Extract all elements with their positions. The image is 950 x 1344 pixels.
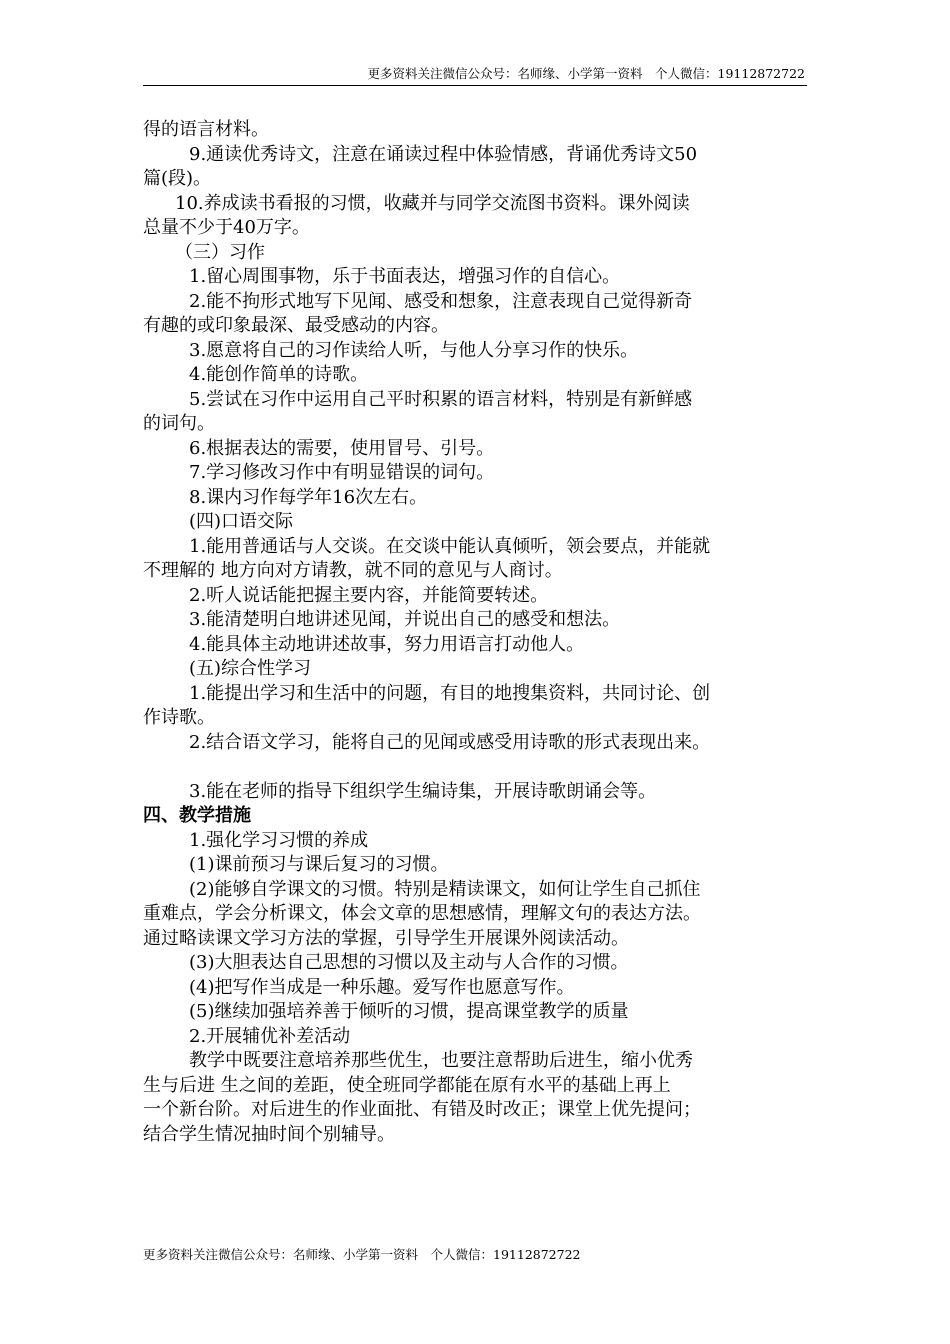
- header-divider: [143, 85, 807, 86]
- paragraph-line: 9.通读优秀诗文，注意在诵读过程中体验情感，背诵优秀诗文50: [189, 143, 698, 165]
- paragraph-line: 2.开展辅优补差活动: [189, 1025, 351, 1047]
- section-heading: （三）习作: [175, 241, 265, 263]
- paragraph-line: 不理解的 地方向对方请教，就不同的意见与人商讨。: [143, 560, 563, 581]
- paragraph-line: (5)继续加强培养善于倾听的习惯，提高课堂教学的质量: [189, 1001, 629, 1022]
- paragraph-line: 1.强化学习习惯的养成: [189, 829, 369, 851]
- paragraph-line: 作诗歌。: [143, 707, 215, 728]
- paragraph-line: 7.学习修改习作中有明显错误的词句。: [189, 462, 495, 483]
- paragraph-line: 生与后进 生之间的差距，使全班同学都能在原有水平的基础上再上: [143, 1074, 671, 1096]
- page-header: 更多资料关注微信公众号：名师缘、小学第一资料 个人微信：19112872722: [367, 66, 805, 81]
- paragraph-line: 1.留心周围事物，乐于书面表达，增强习作的自信心。: [189, 266, 621, 287]
- paragraph-line: 2.听人说话能把握主要内容，并能简要转述。: [189, 584, 549, 606]
- paragraph-line: 4.能创作简单的诗歌。: [189, 364, 369, 385]
- paragraph-line: 得的语言材料。: [143, 119, 269, 140]
- paragraph-line: 1.能用普通话与人交谈。在交谈中能认真倾听，领会要点，并能就: [189, 535, 711, 557]
- paragraph-line: 重难点，学会分析课文，体会文章的思想感情，理解文句的表达方法。: [143, 903, 701, 924]
- paragraph-line: 一个新台阶。对后进生的作业面批、有错及时改正；课堂上优先提问；: [143, 1099, 701, 1120]
- paragraph-line: 篇(段)。: [143, 168, 212, 189]
- paragraph-line: 通过略读课文学习方法的掌握，引导学生开展课外阅读活动。: [143, 927, 629, 949]
- paragraph-line: 2.结合语文学习，能将自己的见闻或感受用诗歌的形式表现出来。: [189, 731, 711, 753]
- paragraph-line: 教学中既要注意培养那些优生，也要注意帮助后进生，缩小优秀: [189, 1050, 693, 1071]
- paragraph-line: (4)把写作当成是一种乐趣。爱写作也愿意写作。: [189, 976, 575, 998]
- paragraph-line: 3.能在老师的指导下组织学生编诗集，开展诗歌朗诵会等。: [189, 780, 657, 802]
- paragraph-line: (1)课前预习与课后复习的习惯。: [189, 854, 449, 875]
- paragraph-line: 4.能具体主动地讲述故事，努力用语言打动他人。: [189, 633, 585, 655]
- paragraph-line: 总量不少于40万字。: [143, 217, 310, 238]
- section-heading: (五)综合性学习: [189, 658, 312, 679]
- paragraph-line: 1.能提出学习和生活中的问题，有目的地搜集资料，共同讨论、创: [189, 682, 711, 704]
- document-body: [143, 118, 813, 1147]
- paragraph-line: (2)能够自学课文的习惯。特别是精读课文，如何让学生自己抓住: [189, 878, 701, 900]
- paragraph-line: 的词句。: [143, 413, 215, 434]
- chapter-heading: 四、教学措施: [143, 805, 251, 826]
- paragraph-line: (3)大胆表达自己思想的习惯以及主动与人合作的习惯。: [189, 952, 629, 973]
- paragraph-line: 3.能清楚明白地讲述见闻，并说出自己的感受和想法。: [189, 609, 621, 630]
- paragraph-line: 3.愿意将自己的习作读给人听，与他人分享习作的快乐。: [189, 339, 639, 361]
- paragraph-line: 10.养成读书看报的习惯，收藏并与同学交流图书资料。课外阅读: [175, 192, 690, 214]
- paragraph-line: 6.根据表达的需要，使用冒号、引号。: [189, 437, 495, 459]
- paragraph-line: 2.能不拘形式地写下见闻、感受和想象，注意表现自己觉得新奇: [189, 290, 693, 312]
- paragraph-line: 8.课内习作每学年16次左右。: [189, 486, 428, 508]
- paragraph-line: 有趣的或印象最深、最受感动的内容。: [143, 315, 449, 336]
- paragraph-line: 5.尝试在习作中运用自己平时积累的语言材料，特别是有新鲜感: [189, 388, 693, 410]
- page-footer: 更多资料关注微信公众号：名师缘、小学第一资料 个人微信：19112872722: [143, 1247, 581, 1262]
- section-heading: (四)口语交际: [189, 511, 294, 532]
- paragraph-line: 结合学生情况抽时间个别辅导。: [143, 1123, 395, 1145]
